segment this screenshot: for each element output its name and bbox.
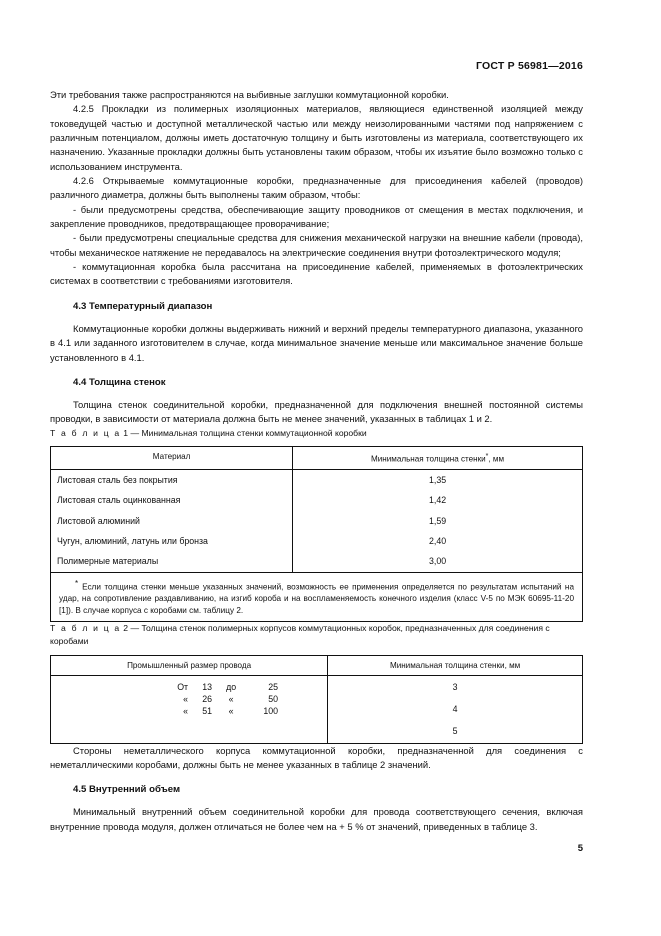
body-text (50, 88, 583, 834)
table-1-body (51, 470, 582, 572)
table-cell-value: 1,35 (428, 474, 447, 485)
section-text-4-3: Коммутационные коробки должны выдерживать нижний и верхний пределы температурного диапазона, указанного в 4.1 или заданного изготовителем в случае, когда минимальное значение меньше или максимальное значение больше установленного в 4.1. (50, 322, 583, 363)
range-from-word: От (177, 681, 189, 692)
table-1-header-thickness-unit: , мм (488, 454, 505, 464)
footnote-asterisk: * (75, 578, 79, 588)
page-number: 5 (577, 843, 583, 854)
table-2-header-wire-size: Промышленный размер провода (51, 656, 328, 675)
range-from-word: « (183, 693, 189, 704)
paragraph-4-2-5: 4.2.5 Прокладки из полимерных изоляционных материалов, являющиеся единственной изоляцией между токоведущей частью и доступной металлической частью или между неизолированными частями под напряжением с различным потенциалом, должны иметь достаточную толщину и быть изготовлены из материала, соответствующего их назначению. Указанные прокладки должны быть установлены таким образом, чтобы их изъятие было возможно только с использованием инструмента. (50, 103, 583, 172)
range-to-value: 50 (268, 693, 279, 704)
table-cell-value: 3 (452, 681, 458, 692)
table-1-header-row (51, 447, 582, 470)
range-to-value: 25 (268, 681, 279, 692)
footnote-text: Если толщина стенки меньше указанных значений, возможность ее применения определяется по результатам испытаний на удар, на сопротивление раздавливанию, на изгиб короба и на воспламеняемость конечного изделия (класс V-5 по МЭК 60695-11-20 [1]). В случае корпуса с коробами см. таблицу 2. (59, 582, 574, 615)
table-1-value-column (293, 470, 582, 572)
table-cell-value: 4 (452, 703, 458, 714)
table-1-caption (50, 427, 583, 440)
page-footer (50, 838, 583, 854)
table-2-value-column (328, 676, 582, 743)
table-2-caption-number: 2 (123, 623, 129, 634)
table-1-header-footnote-marker: * (485, 453, 489, 461)
table-row: Листовая сталь без покрытия (57, 474, 178, 485)
bullet-item-2: - были предусмотрены специальные средства для снижения механической нагрузки на внешние кабели (провода), чтобы механическое натяжение не передавалось на электрические соединения внутри фотоэлектрического модуля; (50, 232, 583, 258)
table-1 (50, 446, 583, 622)
section-text-4-5: Минимальный внутренний объем соединительной коробки для провода соответствующего сечения, включая внутренние провода модуля, должен отличаться не более чем на + 5 % от значений, приведенных в таблице 3. (50, 806, 583, 832)
range-to-word: « (228, 693, 234, 704)
bullet-item-3: - коммутационная коробка была рассчитана на присоединение кабелей, применяемых в фотоэлектрических системах в соответствии с требованиями изготовителя. (50, 261, 583, 287)
table-cell-value: 1,59 (428, 515, 447, 526)
table-row: Чугун, алюминий, латунь или бронза (57, 536, 208, 547)
table-2-header-row (51, 656, 582, 676)
table-2-header-thickness: Минимальная толщина стенки, мм (389, 660, 521, 670)
bullet-item-1: - были предусмотрены средства, обеспечивающие защиту проводников от смещения в местах подключения, и закрепление проводников, предотвращающее проворачивание; (50, 203, 583, 230)
range-to-word: « (228, 706, 234, 717)
table-2-caption-dash: — (130, 623, 140, 634)
table-2-caption-label: Т а б л и ц а (50, 623, 121, 634)
table-1-header-material: Материал (51, 447, 293, 469)
table-1-caption-dash: — (130, 427, 140, 438)
table-cell-value: 3,00 (428, 556, 447, 567)
table-cell-value: 2,40 (428, 536, 447, 547)
table-cell-value: 1,42 (428, 495, 447, 506)
range-to-value: 100 (263, 706, 279, 717)
section-heading-4-5: 4.5 Внутренний объем (73, 784, 181, 796)
range-from-value: 26 (202, 693, 213, 704)
table-1-header-thickness-text: Минимальная толщина стенки (371, 454, 486, 464)
range-line (51, 705, 327, 717)
range-from-word: « (183, 706, 189, 717)
table-2-range-column (51, 676, 328, 743)
paragraph-4-2-6: 4.2.6 Открываемые коммутационные коробки, предназначенные для присоединения кабелей (проводов) различного диаметра, должны быть выполнены таким образом, чтобы: (50, 175, 583, 201)
table-2-body (51, 676, 582, 743)
table-2-caption-title: Толщина стенок полимерных корпусов коммутационных коробок, предназначенных для соединения с коробами (50, 623, 550, 646)
table-1-caption-number: 1 (123, 427, 129, 438)
table-row: Листовая сталь оцинкованная (57, 495, 181, 506)
paragraph-after-table-2: Стороны неметаллического корпуса коммутационной коробки, предназначенной для соединения с неметаллическими коробами, должны быть не менее указанных в таблице 2 значений. (50, 744, 583, 771)
table-row: Листовой алюминий (57, 515, 140, 526)
section-heading-4-4: 4.4 Толщина стенок (73, 376, 166, 388)
table-row (51, 676, 327, 723)
table-2-caption (50, 622, 583, 647)
section-heading-4-3: 4.3 Температурный диапазон (73, 300, 213, 312)
running-head: ГОСТ Р 56981—2016 (475, 60, 583, 72)
table-1-caption-label: Т а б л и ц а (50, 427, 121, 438)
paragraph-intro: Эти требования также распространяются на выбивные заглушки коммутационной коробки. (50, 89, 449, 100)
table-cell-value: 5 (452, 726, 458, 737)
table-1-header-thickness (293, 447, 582, 469)
range-from-value: 51 (202, 706, 213, 717)
range-line (51, 693, 327, 705)
range-from-value: 13 (202, 681, 213, 692)
range-line (51, 681, 327, 693)
table-2 (50, 655, 583, 744)
table-row: Полимерные материалы (57, 556, 159, 567)
table-1-caption-title: Минимальная толщина стенки коммутационной коробки (141, 427, 367, 438)
section-text-4-4: Толщина стенок соединительной коробки, предназначенной для подключения внешней постоянной системы проводки, в зависимости от материала должна быть не менее значений, указанных в таблицах 1 и 2. (50, 398, 583, 425)
table-1-material-column (51, 470, 293, 572)
table-1-footnote (51, 572, 582, 622)
range-to-word: до (226, 681, 237, 692)
